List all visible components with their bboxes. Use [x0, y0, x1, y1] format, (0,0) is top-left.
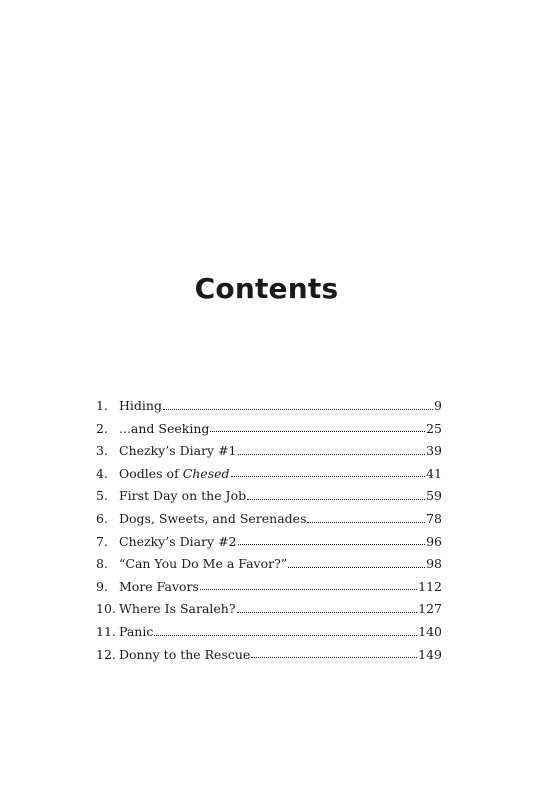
dot-leader: [231, 475, 426, 477]
toc-entry-number: 10.: [96, 601, 116, 617]
toc-entry-title: Hiding: [119, 398, 162, 413]
dot-leader: [288, 566, 425, 568]
toc-entry-page: 9: [434, 398, 442, 413]
toc-entry-number: 12.: [96, 646, 116, 662]
toc-entry-title: Panic: [119, 623, 154, 639]
toc-entry: [96, 463, 442, 486]
toc-entry: [96, 531, 442, 554]
toc-entry: [96, 576, 442, 599]
toc-entry-page: 25: [426, 420, 442, 436]
table-of-contents: [96, 395, 442, 666]
toc-entry: [96, 508, 442, 531]
toc-entry-number: 6.: [96, 510, 108, 526]
dot-leader: [251, 656, 417, 658]
contents-heading: Contents: [194, 272, 339, 305]
dot-leader: [163, 408, 433, 410]
toc-entry-page: 78: [426, 510, 442, 526]
toc-entry-number: 2.: [96, 420, 108, 436]
toc-entry: [96, 621, 442, 644]
toc-entry-page: 112: [418, 578, 442, 594]
dot-leader: [247, 498, 425, 500]
toc-entry-number: 8.: [96, 556, 108, 572]
dot-leader: [154, 634, 417, 636]
toc-entry-title: Oodles of Chesed: [119, 465, 230, 481]
toc-entry-title: More Favors: [119, 578, 199, 594]
dot-leader: [200, 588, 417, 590]
toc-entry: [96, 553, 442, 576]
toc-entry-title: Donny to the Rescue: [119, 646, 251, 662]
toc-entry-page: 39: [426, 443, 442, 459]
toc-entry-number: 3.: [96, 443, 108, 459]
dot-leader: [210, 430, 425, 432]
toc-entry-title: ...and Seeking: [119, 420, 210, 436]
toc-entry-title: Where Is Saraleh?: [119, 601, 236, 617]
toc-entry-number: 1.: [96, 398, 108, 413]
dot-leader: [238, 453, 426, 455]
toc-entry: [96, 644, 442, 667]
dot-leader: [307, 521, 425, 523]
toc-entry-page: 98: [426, 556, 442, 572]
toc-entry-title: Chezky’s Diary #2: [119, 533, 237, 549]
toc-entry-number: 7.: [96, 533, 108, 549]
toc-entry-page: 140: [418, 623, 442, 639]
toc-entry-number: 11.: [96, 623, 116, 639]
toc-entry-title: Dogs, Sweets, and Serenades: [119, 510, 307, 526]
toc-entry: [96, 598, 442, 621]
toc-entry-number: 4.: [96, 465, 108, 481]
dot-leader: [237, 611, 418, 613]
toc-entry-page: 149: [418, 646, 442, 662]
toc-entry-page: 127: [418, 601, 442, 617]
toc-entry-title: First Day on the Job: [119, 488, 247, 504]
dot-leader: [238, 543, 426, 545]
toc-entry-page: 96: [426, 533, 442, 549]
toc-entry-title: Chezky’s Diary #1: [119, 443, 237, 459]
toc-entry: [96, 440, 442, 463]
toc-entry: [96, 395, 442, 418]
toc-entry: [96, 418, 442, 441]
toc-entry-page: 41: [426, 465, 442, 481]
toc-entry-number: 5.: [96, 488, 108, 504]
toc-entry: [96, 485, 442, 508]
toc-entry-page: 59: [426, 488, 442, 504]
toc-entry-title: “Can You Do Me a Favor?”: [119, 556, 288, 572]
toc-entry-number: 9.: [96, 578, 108, 594]
